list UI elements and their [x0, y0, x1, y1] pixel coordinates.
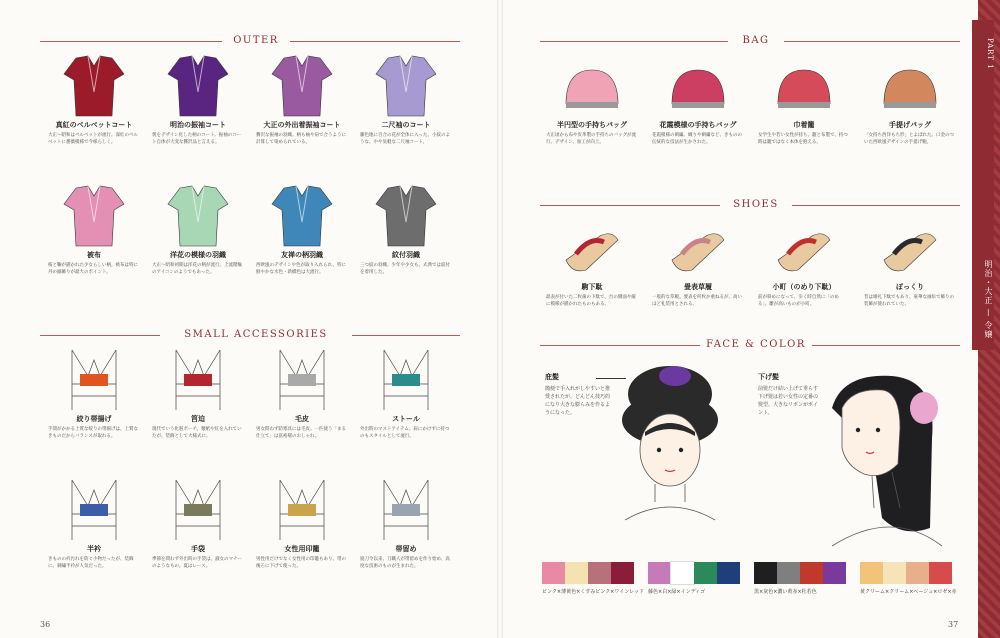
accessory-illustration — [270, 346, 334, 412]
hisashigami-illustration — [605, 362, 735, 522]
color-swatch — [588, 562, 611, 584]
accessory-caption: ストール — [392, 415, 420, 423]
outer-item — [42, 52, 146, 148]
shoes-description: 前が斜めになって、歩く時自然に「のめる」。雛が高いものが小町。 — [758, 295, 839, 307]
outer-illustration — [374, 52, 438, 118]
outer-illustration — [270, 182, 334, 248]
palette-group — [754, 562, 846, 595]
color-swatch — [754, 562, 777, 584]
section-title-shoes: SHOES — [720, 199, 792, 210]
accessory-illustration — [374, 346, 438, 412]
color-swatch — [860, 562, 883, 584]
color-swatch — [611, 562, 634, 584]
accessory-item — [42, 346, 146, 442]
outer-caption: 二尺袖のコート — [381, 121, 431, 129]
bag-item — [858, 52, 962, 148]
accessory-item — [354, 346, 458, 442]
accessory-item — [146, 346, 250, 442]
sagegami-illustration — [812, 368, 952, 548]
accessory-illustration — [62, 346, 126, 412]
bag-item — [752, 52, 856, 148]
page-gutter — [497, 0, 503, 638]
accessory-description: 手間がかかる上質な絞りの帯揚げは、上質なきものだからバランスが取れる。 — [48, 427, 138, 439]
accessory-description: 男性用だけでなく女性用の印籠もあり、帯の後ろに下げて使った。 — [256, 557, 346, 569]
bag-caption: 花霞模様の手持ちバッグ — [659, 121, 737, 129]
accessory-caption: 女性用印籠 — [284, 545, 320, 553]
accessory-illustration — [62, 476, 126, 542]
accessory-caption: 筥迫 — [191, 415, 205, 423]
palette-label: 黒×灰色×濃い黄赤×杜若色 — [754, 589, 817, 595]
outer-item — [354, 52, 458, 148]
bag-description: 大正頃から布や皮革製の手持ちのバッグが流行。デザイン、加工が向上。 — [546, 133, 636, 145]
side-tab — [972, 20, 994, 350]
color-swatch — [883, 562, 906, 584]
color-swatch — [906, 562, 929, 584]
outer-caption: 大正の外出着振袖コート — [263, 121, 341, 129]
palette-swatches — [754, 562, 846, 584]
shoes-illustration — [560, 214, 624, 280]
bag-illustration — [878, 52, 942, 118]
outer-description: 西欧風のデザインや色が取り入れられ、特に鮮やかな水色・新橋色は大流行。 — [256, 263, 346, 275]
accessory-illustration — [166, 476, 230, 542]
bag-caption: 手提げバッグ — [889, 121, 931, 129]
shoes-description: 一般的な草履。要表を何枚か重ねるが、高いほど礼装用とされる。 — [652, 295, 742, 307]
shoes-item — [646, 214, 750, 310]
outer-illustration — [374, 182, 438, 248]
shoes-caption: ぽっくり — [896, 283, 924, 291]
accessory-caption: 手袋 — [191, 545, 205, 553]
accessory-item — [250, 476, 354, 572]
palette-swatches — [648, 562, 740, 584]
outer-caption: 明治の振袖コート — [170, 121, 226, 129]
outer-item — [354, 182, 458, 278]
outer-item — [250, 182, 354, 278]
shoes-caption: 駒下駄 — [581, 283, 603, 291]
palette-group — [542, 562, 644, 595]
palette-group — [860, 562, 957, 595]
part-label: PART 1 — [986, 38, 994, 70]
bag-illustration — [666, 52, 730, 118]
palette-label: ピンク×薄黄色×くすみピンク×ワインレッド — [542, 589, 645, 595]
accessory-description: 現代でいう化粧ポーチ。懐紙や紅を入れていたが、装飾として大様式に。 — [152, 427, 242, 439]
bag-caption: 巾着籠 — [793, 121, 815, 129]
outer-description: 贅沢な振袖の羽織。柄も袖や肩で合うように計算して染められている。 — [256, 133, 346, 145]
accessory-item — [354, 476, 458, 572]
outer-description: 三つ紋の羽織。少年や少女も、式典では紋付を着用した。 — [360, 263, 450, 275]
page-number-right: 37 — [948, 620, 959, 629]
section-title-outer: OUTER — [222, 35, 290, 46]
outer-description: 大正〜昭和はベルベットが流行。深紅のベルベットに薔薇模様で今様らしく。 — [48, 133, 138, 145]
bag-description: 女学生や若い女性が持ち、籠と布製で、持つ時は籠ではなく本体を抱える。 — [758, 133, 848, 145]
outer-caption: 被布 — [87, 251, 101, 259]
color-swatch — [671, 562, 694, 584]
accessory-description: 男女問わず防寒具には毛皮。一匹使う「まる仕立て」は富裕層のおしゃれ。 — [256, 427, 346, 439]
accessory-caption: 絞り帯揚げ — [76, 415, 112, 423]
accessory-description: 廃刀令以来、刀職人が帯留めを作り始め、高度な技術のものが生まれた。 — [360, 557, 450, 569]
outer-illustration — [166, 182, 230, 248]
palette-group — [648, 562, 740, 595]
shoes-illustration — [878, 214, 942, 280]
shoes-item — [540, 214, 644, 310]
accessory-illustration — [166, 346, 230, 412]
color-swatch — [542, 562, 565, 584]
palette-swatches — [860, 562, 957, 584]
outer-caption: 洋花の模様の羽織 — [170, 251, 226, 259]
shoes-item — [858, 214, 962, 310]
page-number-left: 36 — [40, 620, 51, 629]
accessory-item — [42, 476, 146, 572]
era-label: 明治・大正 — 令嬢 — [984, 260, 993, 340]
hair-label-left: 庇髪 — [545, 373, 559, 381]
color-swatch — [929, 562, 952, 584]
accessory-caption: 毛皮 — [295, 415, 309, 423]
accessory-illustration — [270, 476, 334, 542]
accessory-item — [250, 346, 354, 442]
color-swatch — [717, 562, 740, 584]
palette-swatches — [542, 562, 644, 584]
color-swatch — [694, 562, 717, 584]
outer-caption: 紋付羽織 — [392, 251, 420, 259]
shoes-illustration — [772, 214, 836, 280]
outer-caption: 友禅の柄羽織 — [281, 251, 323, 259]
shoes-caption: 畳表草履 — [684, 283, 712, 291]
accessory-item — [146, 476, 250, 572]
outer-caption: 真紅のベルベットコート — [55, 121, 133, 129]
outer-illustration — [166, 52, 230, 118]
outer-item — [146, 182, 250, 278]
accessory-caption: 半衿 — [87, 545, 101, 553]
accessory-illustration — [374, 476, 438, 542]
outer-illustration — [62, 52, 126, 118]
bag-description: 「女持ち西洋もち形」とよばれた。口金のついた西欧風デザインの手提げ鞄。 — [864, 133, 954, 145]
accessory-description: 外出時のマストアイテム。肩にかけずに持つのもスタイルとして流行。 — [360, 427, 450, 439]
hair-desc-right: 前髪だけ結い上げて垂らす下げ髪は若い女性の定番の髪型。大きなリボンがポイント。 — [758, 386, 819, 416]
shoes-description: 最表が付いた二枚歯の下駄で、台の側面や縦に模様が描かれたものもある。 — [546, 295, 636, 307]
color-swatch — [648, 562, 671, 584]
section-title-face-color: FACE & COLOR — [700, 339, 812, 350]
bag-item — [646, 52, 750, 148]
section-title-small-accessories: SMALL ACCESSORIES — [160, 329, 352, 340]
palette-label: 藤色×白×緑×インディゴ — [648, 589, 706, 595]
shoes-caption: 小町（のめり下駄） — [772, 283, 836, 291]
bag-illustration — [772, 52, 836, 118]
shoes-illustration — [666, 214, 730, 280]
outer-item — [146, 52, 250, 148]
color-swatch — [565, 562, 588, 584]
outer-illustration — [62, 182, 126, 248]
outer-description: 大正〜昭和初期は洋花の柄が流行。上流階級のアイコンのようでもあった。 — [152, 263, 242, 275]
outer-description: 褒をデザイン化した柄のコート。振袖のコート自体が大変な贅沢品と言える。 — [152, 133, 242, 145]
color-swatch — [800, 562, 823, 584]
section-title-bag: BAG — [728, 35, 784, 46]
bag-item — [540, 52, 644, 148]
outer-item — [250, 52, 354, 148]
hair-label-right: 下げ髪 — [758, 373, 779, 381]
bag-description: 花霞模様の刺繍。織りや刺繍など、きものの伝統的な技法が生かされた。 — [652, 133, 742, 145]
palette-label: 黄クリーム×クリーム×ベージュ×ロゼ×赤 — [860, 589, 957, 595]
color-swatch — [777, 562, 800, 584]
outer-illustration — [270, 52, 334, 118]
shoes-item — [752, 214, 856, 310]
shoes-description: 昔は婚礼下駄でもあり、豪華な画絵で飾りの装飾が使われていた。 — [864, 295, 954, 307]
bag-caption: 半円型の手持ちバッグ — [557, 121, 627, 129]
outer-description: 藤色地に百合の花が全体に入った、小紋のような、やや気軽な二尺袖コート。 — [360, 133, 450, 145]
hair-desc-left: 簡便で手入れがしやすいと推奨されたが、どんどん技巧的になり大きな膨らみを作るようになった。 — [545, 386, 611, 416]
outer-item — [42, 182, 146, 278]
accessory-description: きものの衿汚れを防ぐ小物だったが、装飾に。刺繍半衿が人気だった。 — [48, 557, 134, 569]
outer-description: 桜と鞠が描かれた少女らしい柄。被布は特に丹の細飾りが最大のポイント。 — [48, 263, 138, 275]
color-swatch — [823, 562, 846, 584]
bag-illustration — [560, 52, 624, 118]
accessory-description: 季節を問わず外出時の手袋は、淑女のマナーのようなもの。夏はレース。 — [152, 557, 242, 569]
accessory-caption: 帯留め — [395, 545, 417, 553]
